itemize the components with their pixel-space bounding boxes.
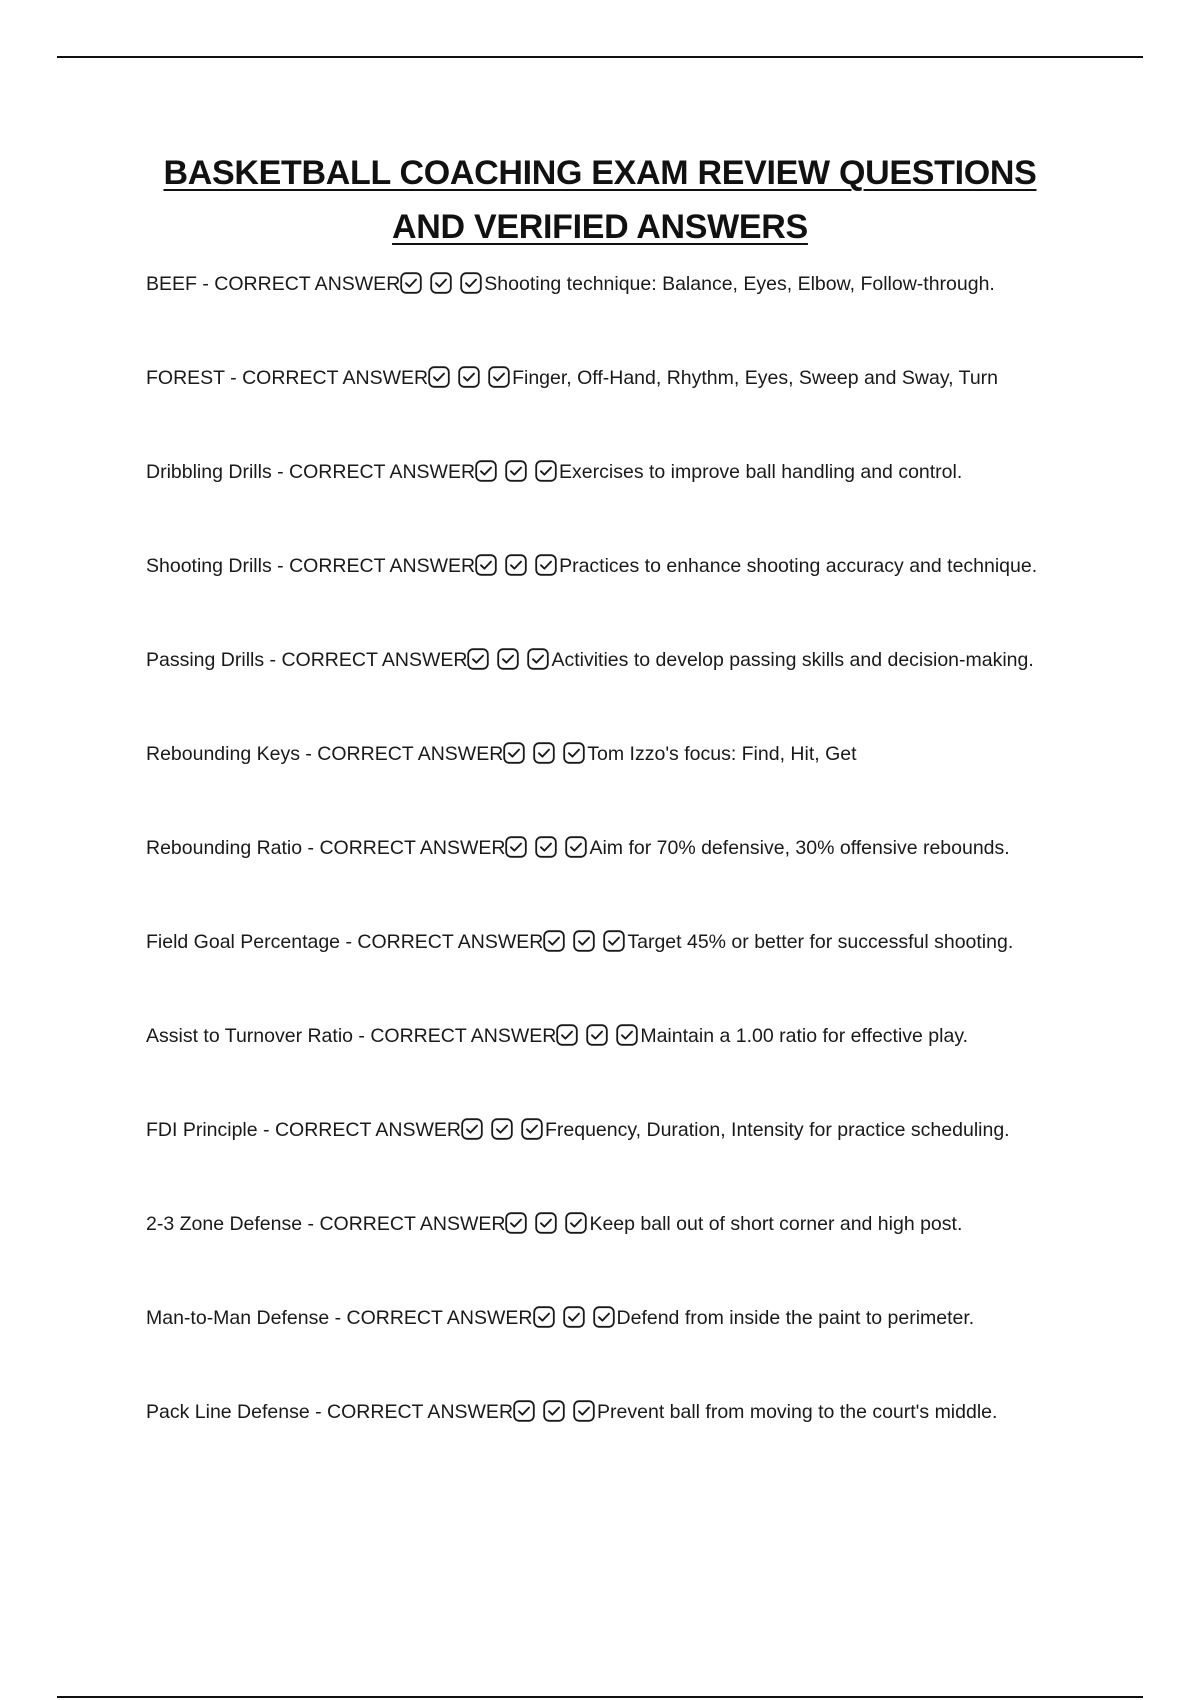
checkbox-check-icon bbox=[400, 272, 422, 294]
answer-text: Finger, Off-Hand, Rhythm, Eyes, Sweep and Sway, Turn bbox=[512, 367, 998, 389]
answer-text: Shooting technique: Balance, Eyes, Elbow, Follow-through. bbox=[484, 273, 995, 295]
question-term: 2-3 Zone Defense bbox=[146, 1213, 303, 1235]
list-item bbox=[146, 269, 1126, 363]
checkbox-check-icon bbox=[563, 1306, 585, 1328]
checkbox-check-icon bbox=[460, 272, 482, 294]
checkbox-check-icon bbox=[430, 272, 452, 294]
title-line-1: BASKETBALL COACHING EXAM REVIEW QUESTIONS bbox=[163, 154, 1037, 192]
separator: - bbox=[271, 461, 290, 483]
separator: - bbox=[329, 1307, 347, 1329]
checkbox-check-icon bbox=[503, 742, 525, 764]
checkbox-check-icon bbox=[521, 1118, 543, 1140]
checkbox-check-icon bbox=[603, 930, 625, 952]
answer-text: Keep ball out of short corner and high post. bbox=[589, 1213, 963, 1235]
correct-answer-label: CORRECT ANSWER bbox=[346, 1307, 533, 1329]
qa-list bbox=[146, 269, 1126, 1491]
answer-text: Prevent ball from moving to the court's middle. bbox=[597, 1401, 998, 1423]
checkbox-check-icon bbox=[616, 1024, 638, 1046]
correct-answer-label: CORRECT ANSWER bbox=[214, 273, 401, 295]
list-item bbox=[146, 927, 1126, 1021]
list-item bbox=[146, 739, 1126, 833]
checkbox-check-icon bbox=[573, 1400, 595, 1422]
question-term: Shooting Drills bbox=[146, 555, 272, 577]
checkbox-check-icon bbox=[533, 742, 555, 764]
question-term: Assist to Turnover Ratio bbox=[146, 1025, 353, 1047]
checkbox-check-icon bbox=[505, 554, 527, 576]
question-term: Rebounding Keys bbox=[146, 743, 300, 765]
checkbox-check-icon bbox=[535, 1212, 557, 1234]
question-term: Field Goal Percentage bbox=[146, 931, 341, 953]
list-item bbox=[146, 551, 1126, 645]
question-term: Rebounding Ratio bbox=[146, 837, 303, 859]
answer-text: Frequency, Duration, Intensity for practice scheduling. bbox=[544, 1119, 1010, 1141]
checkbox-check-icon bbox=[458, 366, 480, 388]
answer-text: Activities to develop passing skills and decision-making. bbox=[551, 649, 1034, 671]
checkbox-check-icon bbox=[505, 1212, 527, 1234]
checkbox-check-icon bbox=[505, 460, 527, 482]
answer-text: Exercises to improve ball handling and control. bbox=[559, 461, 963, 483]
checkbox-check-icon bbox=[513, 1400, 535, 1422]
checkbox-check-icon bbox=[593, 1306, 615, 1328]
list-item bbox=[146, 1303, 1126, 1397]
question-term: Dribbling Drills bbox=[146, 461, 272, 483]
correct-answer-label: CORRECT ANSWER bbox=[319, 837, 506, 859]
list-item bbox=[146, 1209, 1126, 1303]
checkbox-check-icon bbox=[535, 460, 557, 482]
list-item bbox=[146, 833, 1126, 927]
list-item bbox=[146, 457, 1126, 551]
question-term: BEEF bbox=[146, 273, 197, 295]
separator: - bbox=[302, 837, 320, 859]
question-term: Man-to-Man Defense bbox=[146, 1307, 330, 1329]
correct-answer-label: CORRECT ANSWER bbox=[274, 1119, 461, 1141]
question-term: Pack Line Defense bbox=[146, 1401, 310, 1423]
separator: - bbox=[340, 931, 358, 953]
separator: - bbox=[309, 1401, 328, 1423]
question-term: Passing Drills bbox=[146, 649, 265, 671]
list-item bbox=[146, 1397, 1126, 1491]
list-item bbox=[146, 645, 1126, 739]
separator: - bbox=[224, 367, 243, 389]
correct-answer-label: CORRECT ANSWER bbox=[289, 461, 476, 483]
answer-text: Defend from inside the paint to perimeter. bbox=[616, 1307, 975, 1329]
checkbox-check-icon bbox=[565, 836, 587, 858]
answer-text: Target 45% or better for successful shooting. bbox=[627, 931, 1014, 953]
question-term: FOREST bbox=[146, 367, 225, 389]
checkbox-check-icon bbox=[475, 460, 497, 482]
question-term: FDI Principle bbox=[146, 1119, 258, 1141]
checkbox-check-icon bbox=[491, 1118, 513, 1140]
answer-text: Tom Izzo's focus: Find, Hit, Get bbox=[587, 743, 857, 765]
checkbox-check-icon bbox=[556, 1024, 578, 1046]
list-item bbox=[146, 363, 1126, 457]
separator: - bbox=[257, 1119, 275, 1141]
correct-answer-label: CORRECT ANSWER bbox=[317, 743, 504, 765]
separator: - bbox=[196, 273, 215, 295]
checkbox-check-icon bbox=[533, 1306, 555, 1328]
answer-text: Aim for 70% defensive, 30% offensive rebounds. bbox=[589, 837, 1010, 859]
checkbox-check-icon bbox=[461, 1118, 483, 1140]
checkbox-check-icon bbox=[535, 554, 557, 576]
checkbox-check-icon bbox=[563, 742, 585, 764]
checkbox-check-icon bbox=[543, 930, 565, 952]
checkbox-check-icon bbox=[505, 836, 527, 858]
checkbox-check-icon bbox=[488, 366, 510, 388]
correct-answer-label: CORRECT ANSWER bbox=[319, 1213, 506, 1235]
top-rule bbox=[57, 56, 1143, 58]
checkbox-check-icon bbox=[527, 648, 549, 670]
answer-text: Practices to enhance shooting accuracy and technique. bbox=[559, 555, 1038, 577]
checkbox-check-icon bbox=[497, 648, 519, 670]
correct-answer-label: CORRECT ANSWER bbox=[281, 649, 468, 671]
checkbox-check-icon bbox=[475, 554, 497, 576]
checkbox-check-icon bbox=[428, 366, 450, 388]
separator: - bbox=[264, 649, 282, 671]
separator: - bbox=[353, 1025, 371, 1047]
separator: - bbox=[299, 743, 318, 765]
checkbox-check-icon bbox=[535, 836, 557, 858]
correct-answer-label: CORRECT ANSWER bbox=[289, 555, 476, 577]
correct-answer-label: CORRECT ANSWER bbox=[370, 1025, 557, 1047]
separator: - bbox=[271, 555, 290, 577]
list-item bbox=[146, 1115, 1126, 1209]
title-line-2: AND VERIFIED ANSWERS bbox=[392, 208, 808, 246]
checkbox-check-icon bbox=[586, 1024, 608, 1046]
checkbox-check-icon bbox=[573, 930, 595, 952]
correct-answer-label: CORRECT ANSWER bbox=[357, 931, 544, 953]
answer-text: Maintain a 1.00 ratio for effective play. bbox=[640, 1025, 969, 1047]
bottom-rule bbox=[57, 1696, 1143, 1698]
page-title bbox=[100, 146, 1100, 254]
checkbox-check-icon bbox=[467, 648, 489, 670]
checkbox-check-icon bbox=[543, 1400, 565, 1422]
correct-answer-label: CORRECT ANSWER bbox=[242, 367, 429, 389]
separator: - bbox=[302, 1213, 320, 1235]
correct-answer-label: CORRECT ANSWER bbox=[327, 1401, 514, 1423]
checkbox-check-icon bbox=[565, 1212, 587, 1234]
list-item bbox=[146, 1021, 1126, 1115]
